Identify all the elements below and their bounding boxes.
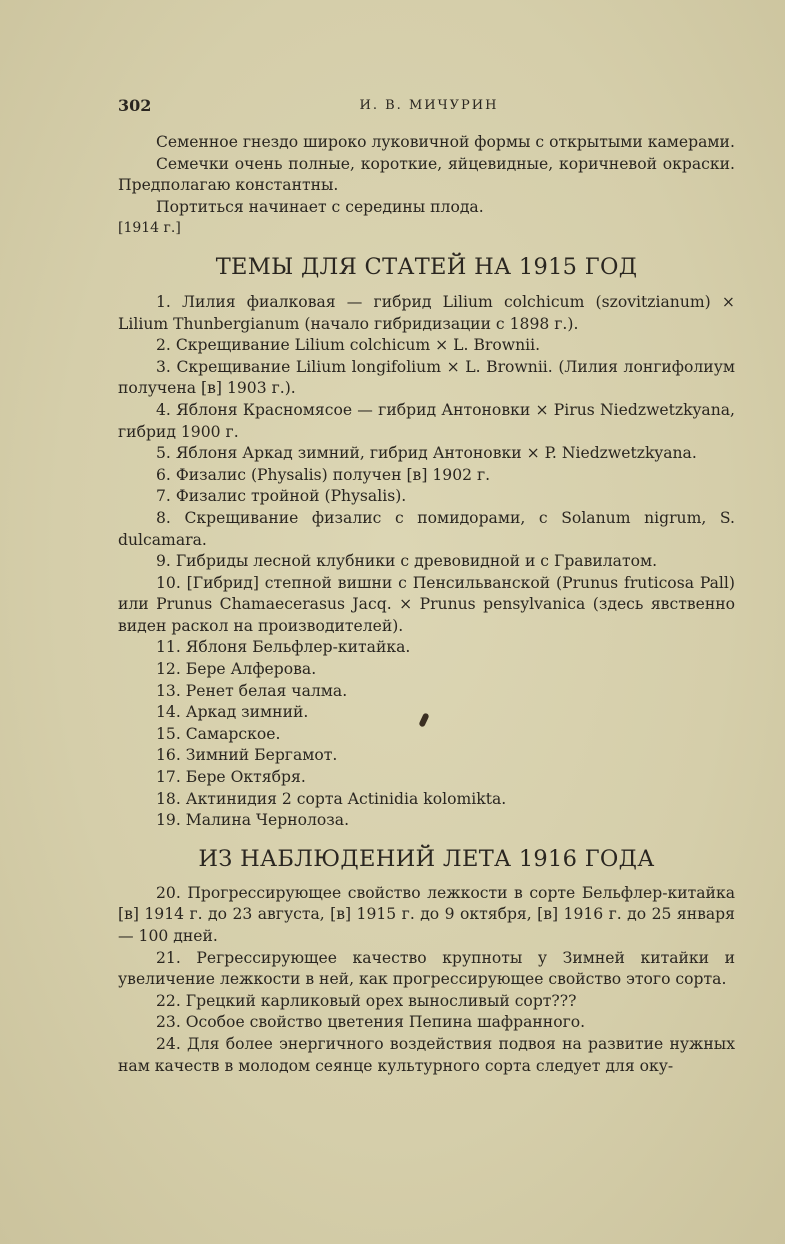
list-item: 5. Яблоня Аркад зимний, гибрид Антоновки × P. Niedzwetzkyana. [156, 444, 697, 463]
list-item: 9. Гибриды лесной клубники с древовидной и с Гравилатом. [156, 552, 658, 571]
list-item: 18. Актинидия 2 сорта Actinidia kolomikta. [156, 789, 507, 808]
list-item: 13. Ренет белая чалма. [156, 681, 348, 700]
page-number: 302 [118, 96, 152, 115]
list-item: 20. Прогрессирующее свойство лежкости в сорте Бельфлер-китайка [в] 1914 г. до 23 августа, [в] 1915 г. до 9 октября, [в] 1916 г. до 25 января — 100 дней. [118, 883, 735, 945]
list-item: 24. Для более энергичного воздействия подвоя на развитие нужных нам качеств в молодом сеянце культурного сорта следует для оку- [118, 1034, 735, 1075]
list-item: 12. Бере Алферова. [156, 660, 317, 679]
section-1916-list [118, 883, 735, 1077]
list-item: 3. Скрещивание Lilium longifolium × L. Brownii. (Лилия лонгифолиум получена [в] 1903 г.). [118, 357, 735, 398]
intro-date: [1914 г.] [118, 220, 181, 237]
list-item: 22. Грецкий карликовый орех выносливый сорт??? [156, 991, 577, 1010]
intro-paragraph: Семечки очень полные, короткие, яйцевидные, коричневой окраски. Предполагаю константны. [118, 154, 735, 195]
list-item: 6. Физалис (Physalis) получен [в] 1902 г. [156, 465, 491, 484]
list-item: 15. Самарское. [156, 724, 281, 743]
page-text [118, 132, 735, 1077]
list-item: 16. Зимний Бергамот. [156, 746, 338, 765]
list-item: 4. Яблоня Красномясое — гибрид Антоновки × Pirus Niedzwetzkyana, гибрид 1900 г. [118, 400, 735, 441]
list-item: 14. Аркад зимний. [156, 703, 309, 722]
list-item: 8. Скрещивание физалис с помидорами, с Solanum nigrum, S. dulcamara. [118, 508, 735, 549]
list-item: 11. Яблоня Бельфлер-китайка. [156, 638, 411, 657]
section-1915-list [118, 292, 735, 832]
intro-paragraph: Портиться начинает с середины плода. [156, 197, 484, 216]
list-item: 10. [Гибрид] степной вишни с Пенсильванской (Prunus fruticosa Pall) или Prunus Chamaecerasus Jacq. × Prunus pensylvanica (здесь явственно виден раскол на производителей). [118, 573, 735, 635]
section-title-1916: ИЗ НАБЛЮДЕНИЙ ЛЕТА 1916 ГОДА [198, 845, 655, 872]
page-header [118, 96, 740, 118]
list-item: 1. Лилия фиалковая — гибрид Lilium colchicum (szovitzianum) × Lilium Thunbergianum (начало гибридизации с 1898 г.). [118, 292, 735, 333]
intro-paragraph: Семенное гнездо широко луковичной формы с открытыми камерами. [156, 133, 735, 151]
list-item: 21. Регрессирующее качество крупноты у Зимней китайки и увеличение лежкости в ней, как прогрессирующее свойство этого сорта. [118, 948, 735, 989]
list-item: 23. Особое свойство цветения Пепина шафранного. [156, 1013, 586, 1032]
section-title-1915: ТЕМЫ ДЛЯ СТАТЕЙ НА 1915 ГОД [215, 253, 638, 280]
list-item: 19. Малина Чернолоза. [156, 811, 350, 830]
list-item: 7. Физалис тройной (Physalis). [156, 487, 407, 506]
list-item: 17. Бере Октября. [156, 768, 306, 787]
list-item: 2. Скрещивание Lilium colchicum × L. Brownii. [156, 336, 541, 355]
running-title: И. В. МИЧУРИН [359, 98, 499, 113]
